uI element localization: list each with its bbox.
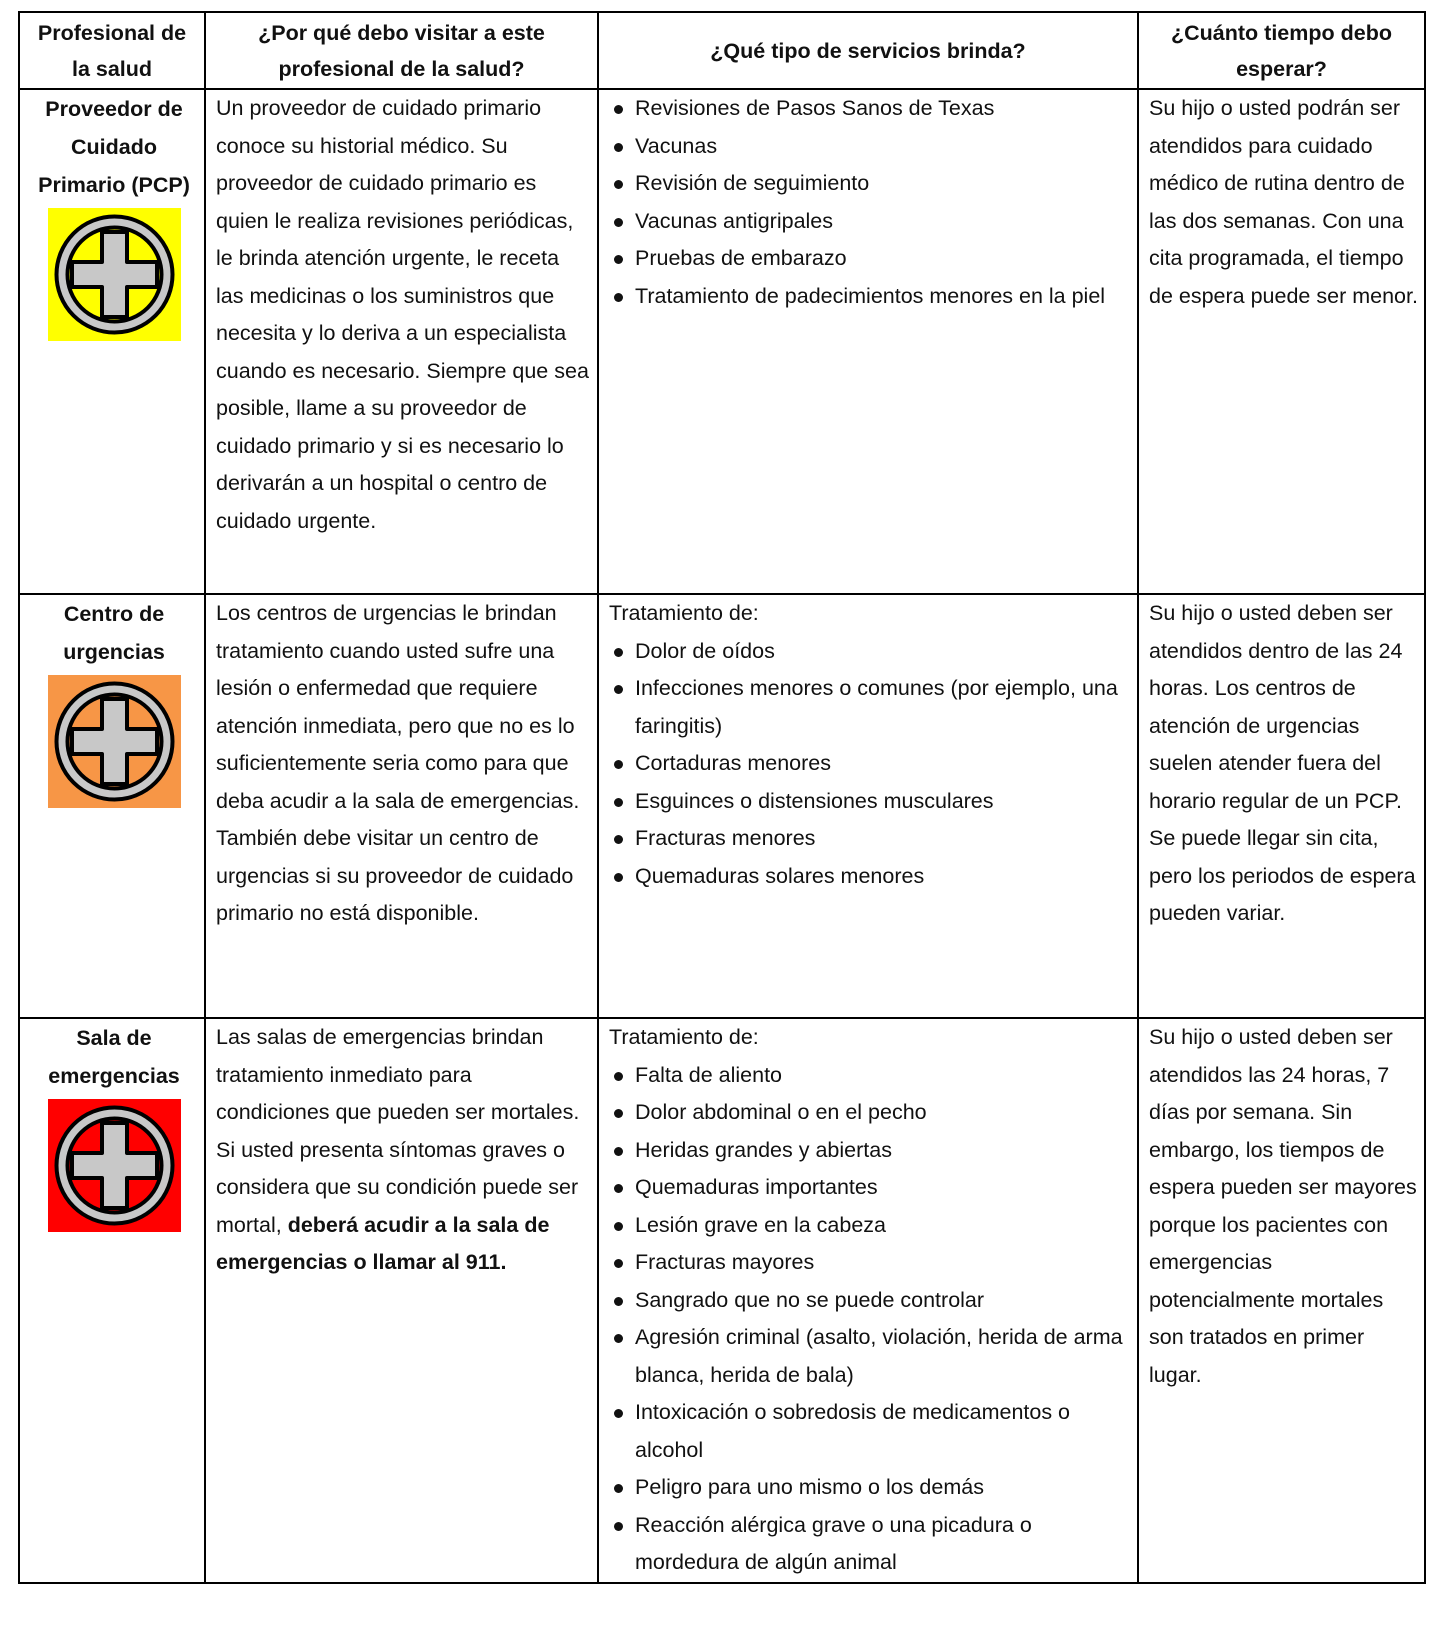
wait-time-cell: Su hijo o usted podrán ser atendidos para cuidado médico de rutina dentro de las dos semanas. Con una cita programada, el tiempo de espera puede ser menor.: [1138, 89, 1425, 594]
service-item: Peligro para uno mismo o los demás: [609, 1469, 1131, 1507]
why-visit-cell: [205, 1018, 598, 1583]
wait-time-cell: Su hijo o usted deben ser atendidos dentro de las 24 horas. Los centros de atención de urgencias suelen atender fuera del horario regular de un PCP. Se puede llegar sin cita, pero los periodos de espera pueden variar.: [1138, 594, 1425, 1018]
header-why-visit: ¿Por qué debo visitar a este profesional de la salud?: [205, 12, 598, 89]
pcp-badge: [48, 208, 181, 341]
urgent-care-badge: [48, 675, 181, 808]
professional-cell: [19, 89, 205, 594]
table-row-emergency-room: [19, 1018, 1425, 1583]
service-item: Intoxicación o sobredosis de medicamentos o alcohol: [609, 1394, 1131, 1469]
medical-cross-icon: [48, 675, 181, 808]
professional-title: Proveedor de Cuidado Primario (PCP): [38, 97, 190, 197]
services-cell: [598, 89, 1138, 594]
service-item: Fracturas mayores: [609, 1244, 1131, 1282]
service-item: Agresión criminal (asalto, violación, herida de arma blanca, herida de bala): [609, 1319, 1131, 1394]
service-item: Revisiones de Pasos Sanos de Texas: [609, 90, 1131, 128]
services-intro: Tratamiento de:: [609, 1025, 759, 1049]
medical-cross-icon: [48, 1099, 181, 1232]
table-row-pcp: [19, 89, 1425, 594]
why-visit-emphasis: deberá acudir a la sala de emergencias o llamar al 911.: [216, 1212, 550, 1274]
service-item: Sangrado que no se puede controlar: [609, 1282, 1131, 1320]
services-list: [609, 1057, 1131, 1582]
header-professional: Profesional de la salud: [19, 12, 205, 89]
wait-time-cell: Su hijo o usted deben ser atendidos las 24 horas, 7 días por semana. Sin embargo, los tiempos de espera pueden ser mayores porque los pacientes con emergencias potencialmente mortales son tratados en primer lugar.: [1138, 1018, 1425, 1583]
why-visit-text: Las salas de emergencias brindan tratamiento inmediato para condiciones que pueden ser mortales. Si usted presenta síntomas graves o considera que su condición puede ser mortal,: [216, 1025, 580, 1237]
header-services: ¿Qué tipo de servicios brinda?: [598, 12, 1138, 89]
service-item: Quemaduras solares menores: [609, 858, 1131, 896]
service-item: Reacción alérgica grave o una picadura o mordedura de algún animal: [609, 1507, 1131, 1582]
service-item: Infecciones menores o comunes (por ejemplo, una faringitis): [609, 670, 1131, 745]
services-list: [609, 633, 1131, 896]
medical-cross-icon: [48, 208, 181, 341]
service-item: Heridas grandes y abiertas: [609, 1132, 1131, 1170]
service-item: Pruebas de embarazo: [609, 240, 1131, 278]
services-list: [609, 90, 1131, 315]
service-item: Vacunas: [609, 128, 1131, 166]
service-item: Fracturas menores: [609, 820, 1131, 858]
professional-cell: [19, 1018, 205, 1583]
professional-title: Sala de emergencias: [48, 1026, 180, 1088]
service-item: Cortaduras menores: [609, 745, 1131, 783]
service-item: Dolor abdominal o en el pecho: [609, 1094, 1131, 1132]
professional-title: Centro de urgencias: [63, 602, 165, 664]
service-item: Vacunas antigripales: [609, 203, 1131, 241]
care-options-table: [18, 11, 1426, 1584]
service-item: Revisión de seguimiento: [609, 165, 1131, 203]
services-cell: [598, 594, 1138, 1018]
service-item: Esguinces o distensiones musculares: [609, 783, 1131, 821]
service-item: Quemaduras importantes: [609, 1169, 1131, 1207]
service-item: Tratamiento de padecimientos menores en la piel: [609, 278, 1131, 316]
service-item: Lesión grave en la cabeza: [609, 1207, 1131, 1245]
services-intro: Tratamiento de:: [609, 601, 759, 625]
emergency-room-badge: [48, 1099, 181, 1232]
table-row-urgent-care: [19, 594, 1425, 1018]
service-item: Falta de aliento: [609, 1057, 1131, 1095]
professional-cell: [19, 594, 205, 1018]
table-header-row: [19, 12, 1425, 89]
header-wait-time: ¿Cuánto tiempo debo esperar?: [1138, 12, 1425, 89]
service-item: Dolor de oídos: [609, 633, 1131, 671]
why-visit-cell: Los centros de urgencias le brindan tratamiento cuando usted sufre una lesión o enfermedad que requiere atención inmediata, pero que no es lo suficientemente seria como para que deba acudir a la sala de emergencias. También debe visitar un centro de urgencias si su proveedor de cuidado primario no está disponible.: [205, 594, 598, 1018]
services-cell: [598, 1018, 1138, 1583]
why-visit-cell: Un proveedor de cuidado primario conoce su historial médico. Su proveedor de cuidado primario es quien le realiza revisiones periódicas, le brinda atención urgente, le receta las medicinas o los suministros que necesita y lo deriva a un especialista cuando es necesario. Siempre que sea posible, llame a su proveedor de cuidado primario y si es necesario lo derivarán a un hospital o centro de cuidado urgente.: [205, 89, 598, 594]
